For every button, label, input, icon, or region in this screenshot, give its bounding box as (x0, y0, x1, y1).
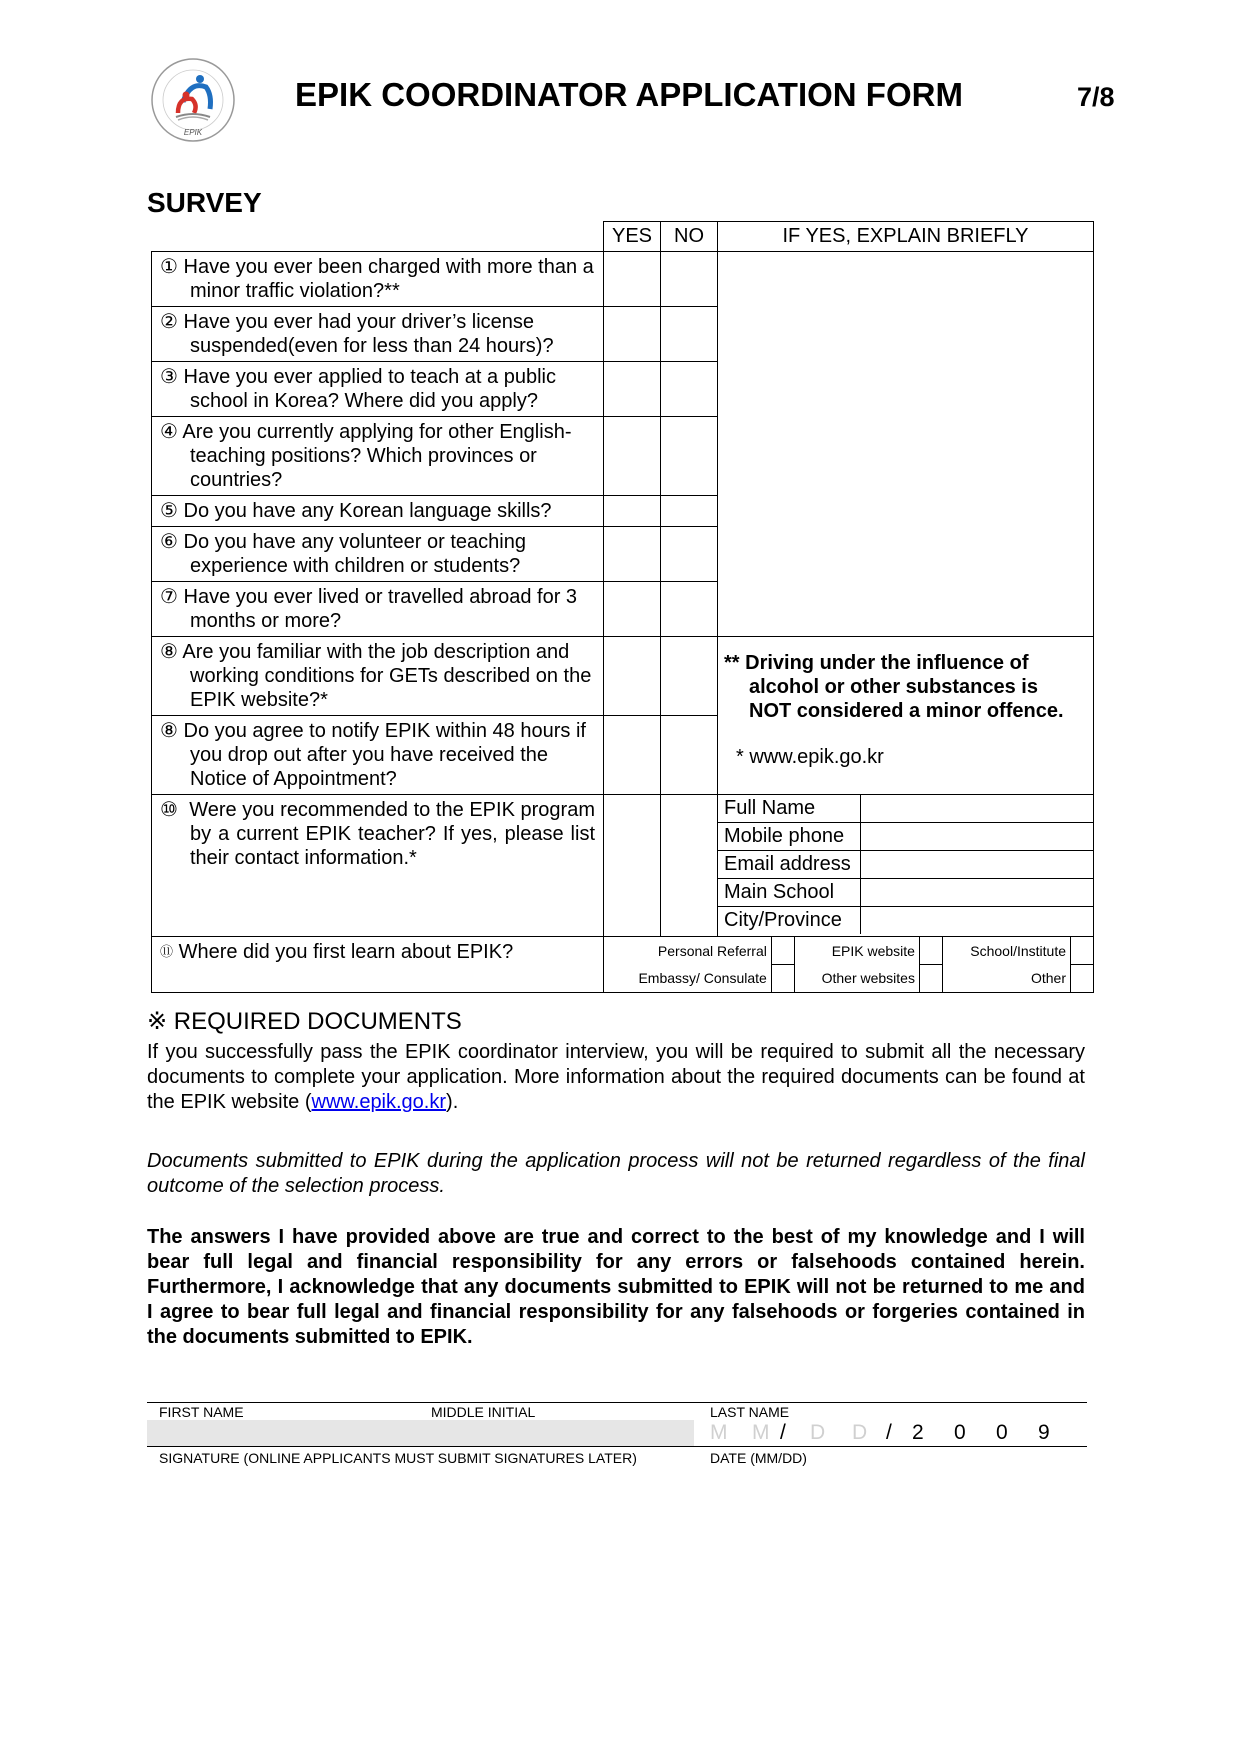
yes-checkbox[interactable] (604, 307, 661, 362)
question-row: ② Have you ever had your driver’s license suspended(even for less than 24 hours)? (152, 307, 604, 362)
source-label: EPIK website (831, 942, 915, 959)
yes-checkbox[interactable] (604, 716, 661, 795)
email-field[interactable] (861, 851, 1094, 879)
question-row: ④ Are you currently applying for other English-teaching positions? Which provinces or countries? (152, 417, 604, 496)
source-checkbox-personal-referral[interactable] (771, 937, 794, 965)
yes-checkbox[interactable] (604, 527, 661, 582)
main-school-field[interactable] (861, 879, 1094, 907)
signature-block (147, 1402, 1087, 1466)
epik-logo-icon (150, 57, 236, 143)
header-explain: IF YES, EXPLAIN BRIEFLY (718, 222, 1094, 252)
contact-label-city: City/Province (718, 907, 861, 935)
source-options (604, 937, 1094, 993)
date-year-digit: 0 (954, 1421, 966, 1444)
source-label: School/Institute (970, 942, 1066, 959)
header-spacer (152, 222, 604, 252)
date-day-1: D (810, 1421, 826, 1444)
date-label: DATE (MM/DD) (710, 1450, 807, 1466)
no-checkbox[interactable] (661, 496, 718, 527)
question-row: ⑤ Do you have any Korean language skills? (152, 496, 604, 527)
source-checkbox-school-institute[interactable] (1071, 937, 1094, 965)
yes-checkbox[interactable] (604, 362, 661, 417)
divider (147, 1446, 1087, 1447)
source-table (604, 937, 1093, 992)
required-documents-title: ※ REQUIRED DOCUMENTS (147, 1008, 462, 1035)
required-documents-paragraph: If you successfully pass the EPIK coordinator interview, you will be required to submit all the necessary documents to complete your application. More information about the required documents can be found at the EPIK website (www.epik.go.kr). (147, 1041, 1085, 1113)
question-row: ⑩ Were you recommended to the EPIK program by a current EPIK teacher? If yes, please list their contact information.* (152, 795, 604, 937)
source-checkbox-other[interactable] (1071, 965, 1094, 993)
date-day-2: D (852, 1421, 868, 1444)
no-checkbox[interactable] (661, 582, 718, 637)
signature-field[interactable] (147, 1420, 694, 1446)
date-field[interactable] (710, 1421, 1080, 1445)
declaration-statement: The answers I have provided above are true and correct to the best of my knowledge and I will bear full legal and financial responsibility for any errors or falsehoods contained herein. Furthermore, I acknowledge that any documents submitted to EPIK will not be returned to me and I agree to bear full legal and financial responsibility for any falsehoods or forgeries contained in the documents submitted to EPIK. (147, 1226, 1085, 1348)
form-title: EPIK COORDINATOR APPLICATION FORM (295, 76, 963, 113)
footnote-cell (718, 637, 1094, 795)
question-row: ⑧ Are you familiar with the job description and working conditions for GETs described on the EPIK website?* (152, 637, 604, 716)
full-name-field[interactable] (861, 795, 1094, 823)
no-checkbox[interactable] (661, 527, 718, 582)
source-label: Embassy/ Consulate (638, 970, 767, 987)
question-row: ① Have you ever been charged with more than a minor traffic violation?** (152, 252, 604, 307)
epik-logo (150, 57, 236, 143)
dui-note: ** Driving under the influence of alcohol or other substances is NOT considered a minor offence. (724, 652, 1064, 722)
contact-label-email: Email address (718, 851, 861, 879)
question-row: ③ Have you ever applied to teach at a public school in Korea? Where did you apply? (152, 362, 604, 417)
header-no: NO (661, 222, 718, 252)
contact-label-mobile: Mobile phone (718, 823, 861, 851)
yes-checkbox[interactable] (604, 795, 661, 937)
yes-checkbox[interactable] (604, 417, 661, 496)
no-checkbox[interactable] (661, 637, 718, 716)
epik-website-link[interactable]: www.epik.go.kr (311, 1091, 447, 1113)
yes-checkbox[interactable] (604, 252, 661, 307)
divider (147, 1402, 1087, 1403)
yes-checkbox[interactable] (604, 637, 661, 716)
yes-checkbox[interactable] (604, 582, 661, 637)
no-checkbox[interactable] (661, 795, 718, 937)
question-row: ⑪ Where did you first learn about EPIK? (152, 937, 604, 993)
city-province-field[interactable] (861, 907, 1094, 935)
date-year-digit: 2 (912, 1421, 924, 1444)
no-checkbox[interactable] (661, 417, 718, 496)
yes-checkbox[interactable] (604, 496, 661, 527)
source-checkbox-epik-website[interactable] (919, 937, 942, 965)
mobile-phone-field[interactable] (861, 823, 1094, 851)
page-number: 7/8 (1077, 82, 1115, 112)
svg-text:EPIK: EPIK (183, 128, 203, 137)
survey-table (151, 221, 1094, 993)
explain-textarea[interactable] (718, 252, 1094, 637)
last-name-label: LAST NAME (710, 1404, 790, 1420)
referrer-contact (718, 795, 1094, 937)
source-label: Other websites (821, 970, 915, 987)
date-separator: / (886, 1421, 892, 1444)
source-checkbox-other-websites[interactable] (919, 965, 942, 993)
no-checkbox[interactable] (661, 362, 718, 417)
date-month-2: M (752, 1421, 770, 1444)
signature-label: SIGNATURE (ONLINE APPLICANTS MUST SUBMIT SIGNATURES LATER) (159, 1450, 637, 1466)
source-label: Other (1030, 970, 1066, 987)
contact-label-full-name: Full Name (718, 795, 861, 823)
date-separator: / (780, 1421, 786, 1444)
first-name-label: FIRST NAME (159, 1404, 244, 1420)
date-month-1: M (710, 1421, 728, 1444)
header-yes: YES (604, 222, 661, 252)
website-note: * www.epik.go.kr (736, 746, 884, 768)
no-checkbox[interactable] (661, 716, 718, 795)
question-row: ⑥ Do you have any volunteer or teaching experience with children or students? (152, 527, 604, 582)
date-year-digit: 0 (996, 1421, 1008, 1444)
middle-initial-label: MIDDLE INITIAL (431, 1404, 536, 1420)
no-checkbox[interactable] (661, 307, 718, 362)
survey-title: SURVEY (147, 187, 262, 218)
date-year-digit: 9 (1038, 1421, 1050, 1444)
documents-not-returned-note: Documents submitted to EPIK during the application process will not be returned regardless of the final outcome of the selection process. (147, 1150, 1085, 1197)
contact-table (718, 795, 1093, 934)
source-label: Personal Referral (657, 942, 767, 959)
source-checkbox-embassy[interactable] (771, 965, 794, 993)
contact-label-school: Main School (718, 879, 861, 907)
no-checkbox[interactable] (661, 252, 718, 307)
question-row: ⑧ Do you agree to notify EPIK within 48 hours if you drop out after you have received the Notice of Appointment? (152, 716, 604, 795)
question-row: ⑦ Have you ever lived or travelled abroad for 3 months or more? (152, 582, 604, 637)
